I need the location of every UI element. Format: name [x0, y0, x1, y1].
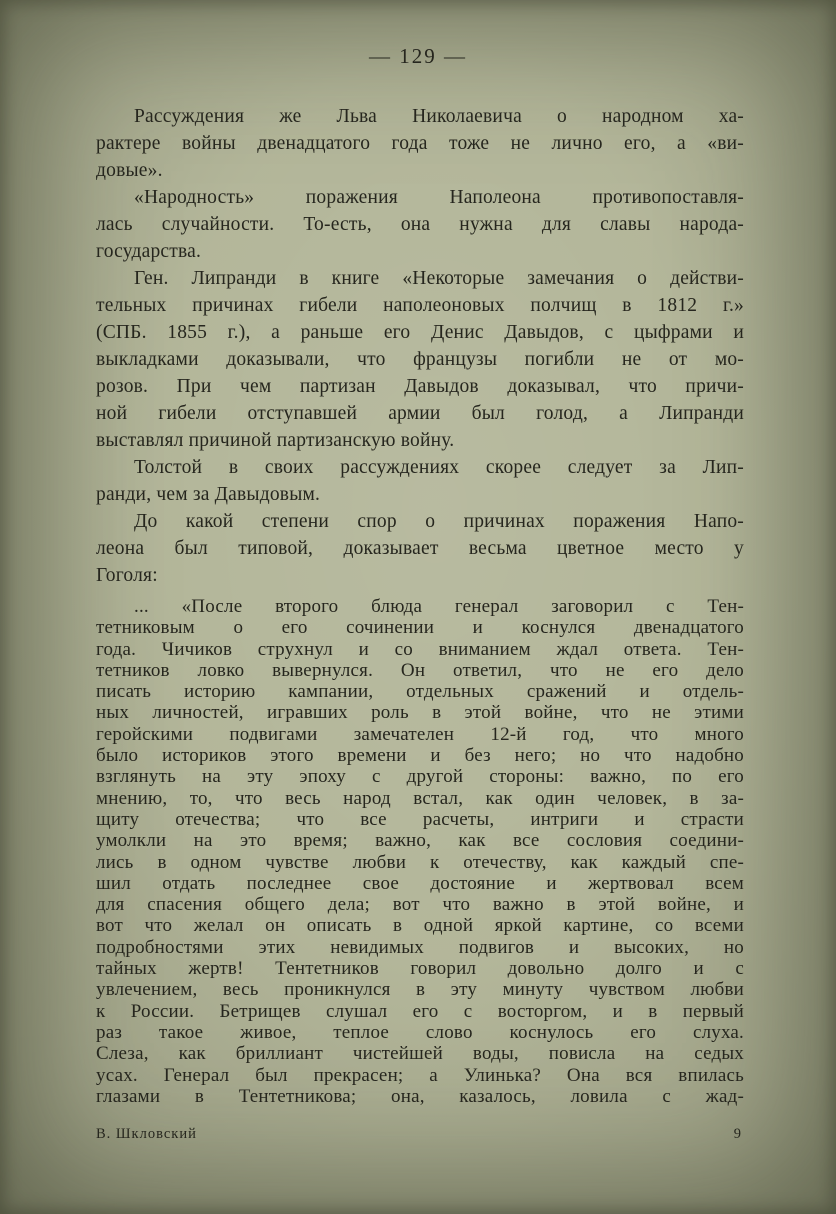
- text-line: До какой степени спор о причинах поражения Напо-: [134, 511, 744, 532]
- text-line: довые».: [96, 160, 163, 181]
- text-line: Рассуждения же Льва Николаевича о народном ха-: [134, 106, 744, 127]
- text-line: Толстой в своих рассуждениях скорее следует за Лип-: [134, 457, 744, 478]
- text-line: тельных причинах гибели наполеоновых полчищ в 1812 г.»: [96, 295, 744, 316]
- text-line: государства.: [96, 241, 202, 262]
- text-line: геройскими подвигами замечателен 12-й год, что много: [96, 723, 744, 745]
- text-line: ранди, чем за Давыдовым.: [96, 484, 321, 505]
- text-line: рактере войны двенадцатого года тоже не лично его, а «ви-: [96, 133, 744, 154]
- paragraph: [96, 508, 744, 589]
- text-line: тетниковым о его сочинении и коснулся двенадцатого: [96, 617, 744, 639]
- text-line: лись в одном чувстве любви к отечеству, как каждый спе-: [96, 851, 744, 873]
- text-line: щиту отечества; что все расчеты, интриги и страсти: [96, 808, 744, 830]
- text-line: вот что желал он описать в одной яркой картине, со всеми: [96, 915, 744, 937]
- page-body: [96, 103, 744, 1107]
- text-line: мнению, то, что весь народ встал, как один человек, в за-: [96, 787, 744, 809]
- text-line: писать историю кампании, отдельных сражений и отдель-: [96, 681, 744, 703]
- text-line: розов. При чем партизан Давыдов доказывал, что причи-: [96, 376, 744, 397]
- text-line: глазами в Тентетникова; она, казалось, ловила с жад-: [96, 1085, 744, 1107]
- text-line: к России. Бетрищев слушал его с восторгом, и в первый: [96, 1000, 744, 1022]
- text-line: для спасения общего дела; вот что важно в этой войне, и: [96, 894, 744, 916]
- text-line: шил отдать последнее свое достояние и жертвовал всем: [96, 872, 744, 894]
- paragraph: [96, 454, 744, 508]
- text-line: ной гибели отступавшей армии был голод, а Липранди: [96, 403, 744, 424]
- text-line: леона был типовой, доказывает весьма цветное место у: [96, 538, 744, 559]
- text-line: взглянуть на эту эпоху с другой стороны: важно, по его: [96, 766, 744, 788]
- paragraph: [96, 184, 744, 265]
- text-line: «Народность» поражения Наполеона противопоставля-: [134, 187, 744, 208]
- text-line: Слеза, как бриллиант чистейшей воды, повисла на седых: [96, 1043, 744, 1065]
- footer-signature: В. Шкловский: [96, 1126, 197, 1142]
- text-line: умолкли на это время; важно, как все сословия соедини-: [96, 830, 744, 852]
- text-line: усах. Генерал был прекрасен; а Улинька? Она вся впилась: [96, 1064, 744, 1086]
- text-line: лась случайности. То-есть, она нужна для славы народа-: [96, 214, 744, 235]
- text-line: года. Чичиков струхнул и со вниманием ждал ответа. Тен-: [96, 638, 744, 660]
- text-line: раз такое живое, теплое слово коснулось его слуха.: [96, 1021, 744, 1043]
- text-line: выкладками доказывали, что французы погибли не от мо-: [96, 349, 744, 370]
- text-line: тайных жертв! Тентетников говорил довольно долго и с: [96, 958, 744, 980]
- paragraph: [96, 265, 744, 454]
- text-line: ных личностей, игравших роль в этой войне, что не этими: [96, 702, 744, 724]
- text-line: Ген. Липранди в книге «Некоторые замечания о действи-: [134, 268, 744, 289]
- text-line: подробностями этих невидимых подвигов и высоких, но: [96, 936, 744, 958]
- text-line: Гоголя:: [96, 565, 158, 586]
- text-line: тетников ловко вывернулся. Он ответил, что не его дело: [96, 659, 744, 681]
- text-line: (СПБ. 1855 г.), а раньше его Денис Давыдов, с цыфрами и: [96, 322, 744, 343]
- text-line: было историков этого времени и без него; но что надобно: [96, 745, 744, 767]
- paragraph: [96, 596, 744, 1107]
- text-line: увлечением, весь проникнулся в эту минуту чувством любви: [96, 979, 744, 1001]
- footer-sheet-number: 9: [733, 1126, 742, 1142]
- text-line: ... «После второго блюда генерал заговорил с Тен-: [134, 596, 744, 617]
- page-number: — 129 —: [369, 44, 467, 68]
- text-line: выставлял причиной партизанскую войну.: [96, 430, 455, 451]
- page-footer: [96, 1126, 742, 1143]
- paragraph: [96, 103, 744, 184]
